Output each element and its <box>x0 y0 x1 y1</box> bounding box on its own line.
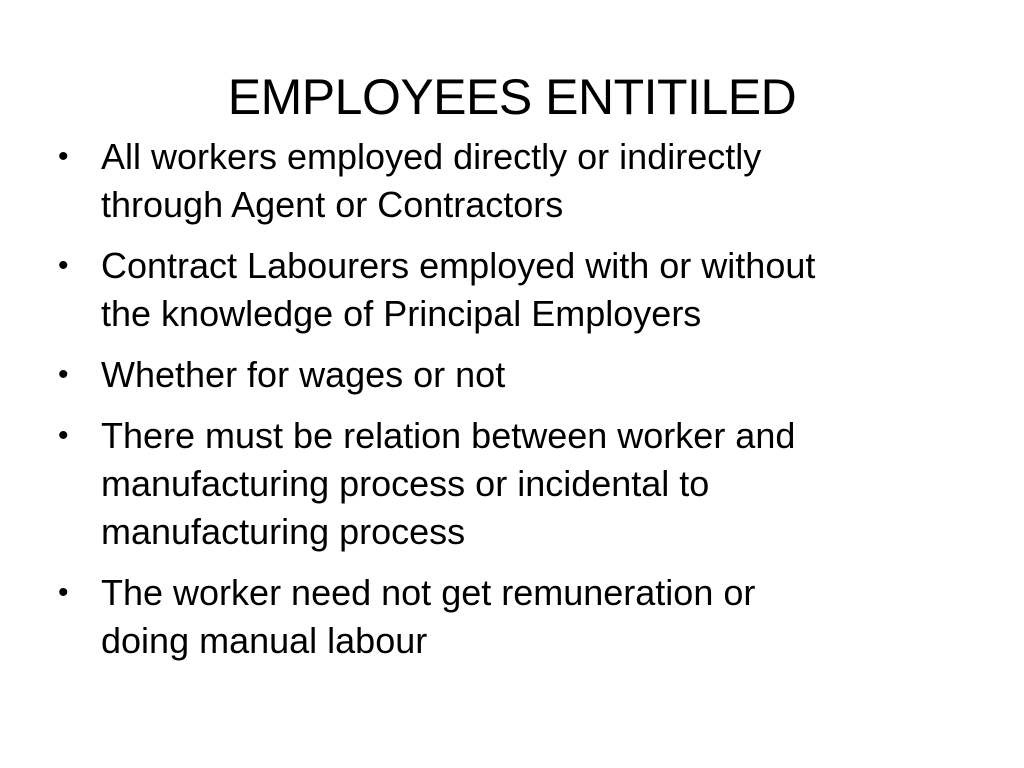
bullet-icon: • <box>58 140 69 173</box>
bullet-text <box>101 569 976 665</box>
bullet-item <box>56 569 976 665</box>
bullet-text <box>101 242 976 338</box>
bullet-line: All workers employed directly or indirectly <box>101 136 762 177</box>
bullet-item <box>56 412 976 556</box>
bullet-line: The worker need not get remuneration or <box>101 572 756 613</box>
bullet-icon: • <box>58 358 69 391</box>
bullet-item <box>56 133 976 229</box>
bullet-icon: • <box>58 419 69 452</box>
bullet-icon: • <box>58 576 69 609</box>
bullet-list <box>56 133 976 678</box>
bullet-line: Contract Labourers employed with or without <box>101 245 816 286</box>
bullet-line: Whether for wages or not <box>101 354 506 395</box>
bullet-item <box>56 242 976 338</box>
bullet-item <box>56 351 976 399</box>
bullet-text <box>101 412 976 556</box>
bullet-line: manufacturing process or incidental to <box>101 463 710 504</box>
bullet-line: There must be relation between worker and <box>101 415 796 456</box>
bullet-text <box>101 133 976 229</box>
bullet-text <box>101 351 976 399</box>
bullet-line: the knowledge of Principal Employers <box>101 293 702 334</box>
bullet-line: manufacturing process <box>101 511 466 552</box>
bullet-line: doing manual labour <box>101 620 428 661</box>
slide-title: EMPLOYEES ENTITILED <box>227 69 797 125</box>
bullet-icon: • <box>58 249 69 282</box>
bullet-line: through Agent or Contractors <box>101 184 564 225</box>
